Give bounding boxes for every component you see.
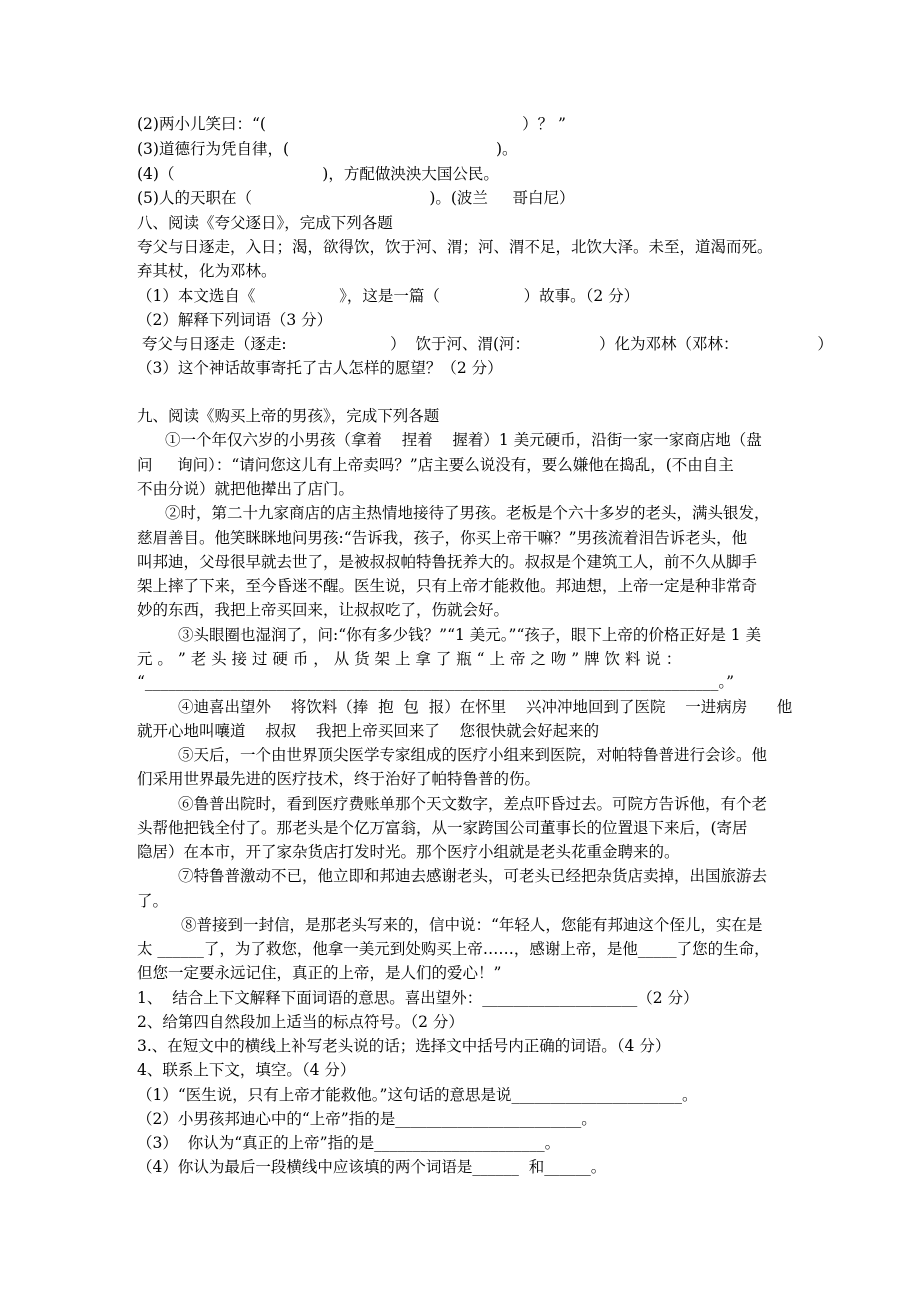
paragraph-line: 头帮他把钱全付了。那老头是个亿万富翁，从一家跨国公司董事长的位置退下来后，(寄居 — [137, 819, 748, 837]
exercise-line: 3.、在短文中的横线上补写老头说的话；选择文中括号内正确的词语。（4 分） — [137, 1037, 671, 1055]
passage-line: 弃其杖，化为邓林。 — [137, 262, 277, 280]
paragraph-line: 架上摔了下来，至今昏迷不醒。医生说，只有上帝才能救他。邦迪想，上帝一定是种非常奇 — [137, 577, 758, 595]
item-5-line: (5)人的天职在（ )。(波兰 哥白尼） — [137, 189, 575, 207]
blank-line: “__________________________________________________________________________。” — [137, 673, 735, 691]
question-line: 夸父与日逐走（逐走: ） 饮于河、渭(河： ）化为邓林（邓林： ） — [137, 335, 833, 353]
question-line: （1）本文选自《 》，这是一篇（ ）故事。（2 分） — [137, 287, 640, 305]
paragraph-line: 们采用世界最先进的医疗技术，终于治好了帕特鲁普的伤。 — [137, 770, 541, 788]
section-9-heading: 九、阅读《购买上帝的男孩》，完成下列各题 — [137, 407, 440, 425]
paragraph-line: 隐居）在本市，开了家杂货店打发时光。那个医疗小组就是老头花重金聘来的。 — [137, 843, 680, 861]
paragraph-line: 问 询问）：“请问您这儿有上帝卖吗？”店主要么说没有，要么嫌他在捣乱，(不由自主 — [137, 456, 734, 474]
paragraph-line: 但您一定要永远记住，真正的上帝，是人们的爱心！” — [137, 964, 502, 982]
section-8-heading: 八、阅读《夸父逐日》，完成下列各题 — [137, 214, 393, 232]
exercise-line: 1、 结合上下文解释下面词语的意思。喜出望外：____________________（2 分） — [137, 989, 699, 1007]
paragraph-line: ④迪喜出望外 将饮料（捧 抱 包 报）在怀里 兴冲冲地回到了医院 一进病房 他 — [178, 698, 793, 716]
paragraph-line: 了。 — [137, 892, 169, 910]
exercise-line: （3） 你认为“真正的上帝”指的是______________________。 — [137, 1134, 561, 1152]
paragraph-line: 就开心地叫嚷道 叔叔 我把上帝买回来了 您很快就会好起来的 — [137, 722, 600, 740]
passage-line: 夸父与日逐走，入日；渴，欲得饮，饮于河、渭；河、渭不足，北饮大泽。未至，道渴而死。 — [137, 238, 773, 256]
item-4-line: (4)（ )，方配做泱泱大国公民。 — [137, 165, 499, 183]
paragraph-line: 元 。 ” 老 头 接 过 硬 币 ， 从 货 架 上 拿 了 瓶 “ 上 帝 之 吻 ” 牌 饮 料 说 ： — [137, 650, 682, 668]
paragraph-line: ③头眼圈也湿润了，问:“你有多少钱？”“1 美元。”“孩子，眼下上帝的价格正好是 1 美 — [178, 626, 762, 644]
paragraph-line: ⑦特鲁普激动不已，他立即和邦迪去感谢老头，可老头已经把杂货店卖掉，出国旅游去 — [178, 867, 768, 885]
paragraph-line: ⑧普接到一封信，是那老头写来的，信中说：“年轻人，您能有邦迪这个侄儿，实在是 — [181, 916, 763, 934]
paragraph-line: ⑤天后，一个由世界顶尖医学专家组成的医疗小组来到医院，对帕特鲁普进行会诊。他 — [178, 746, 768, 764]
item-3-line: (3)道德行为凭自律，( )。 — [137, 140, 518, 158]
exercise-line: 2、给第四自然段加上适当的标点符号。（2 分） — [137, 1013, 464, 1031]
paragraph-line: 太 ______了，为了救您，他拿一美元到处购买上帝……，感谢上帝，是他_____了您的生命， — [137, 940, 770, 958]
paragraph-line: 叫邦迪，父母很早就去世了，是被叔叔帕特鲁抚养大的。叔叔是个建筑工人，前不久从脚手 — [137, 553, 758, 571]
question-line: （3）这个神话故事寄托了古人怎样的愿望？（2 分） — [137, 359, 503, 377]
exercise-line: 4、联系上下文，填空。（4 分） — [137, 1061, 356, 1079]
paragraph-line: ①一个年仅六岁的小男孩（拿着 捏着 握着）1 美元硬币，沿街一家一家商店地（盘 — [165, 431, 762, 449]
item-2-line: (2)两小儿笑曰：“( ）？ ” — [137, 115, 566, 133]
exercise-line: （4）你认为最后一段横线中应该填的两个词语是______ 和______。 — [137, 1158, 607, 1176]
exercise-line: （1）“医生说，只有上帝才能救他。”这句话的意思是说______________________。 — [137, 1086, 698, 1104]
paragraph-line: ②时，第二十九家商店的店主热情地接待了男孩。老板是个六十多岁的老头，满头银发， — [165, 504, 770, 522]
paragraph-line: ⑥鲁普出院时，看到医疗费账单那个天文数字，差点吓昏过去。可院方告诉他，有个老 — [178, 795, 768, 813]
paragraph-line: 妙的东西，我把上帝买回来，让叔叔吃了，伤就会好。 — [137, 601, 510, 619]
exercise-line: （2）小男孩邦迪心中的“上帝”指的是________________________。 — [137, 1110, 597, 1128]
question-line: （2）解释下列词语（3 分） — [137, 311, 333, 329]
paragraph-line: 慈眉善目。他笑眯眯地问男孩:“告诉我，孩子，你买上帝干嘛？”男孩流着泪告诉老头，他 — [137, 529, 748, 547]
paragraph-line: 不由分说）就把他撵出了店门。 — [137, 480, 355, 498]
